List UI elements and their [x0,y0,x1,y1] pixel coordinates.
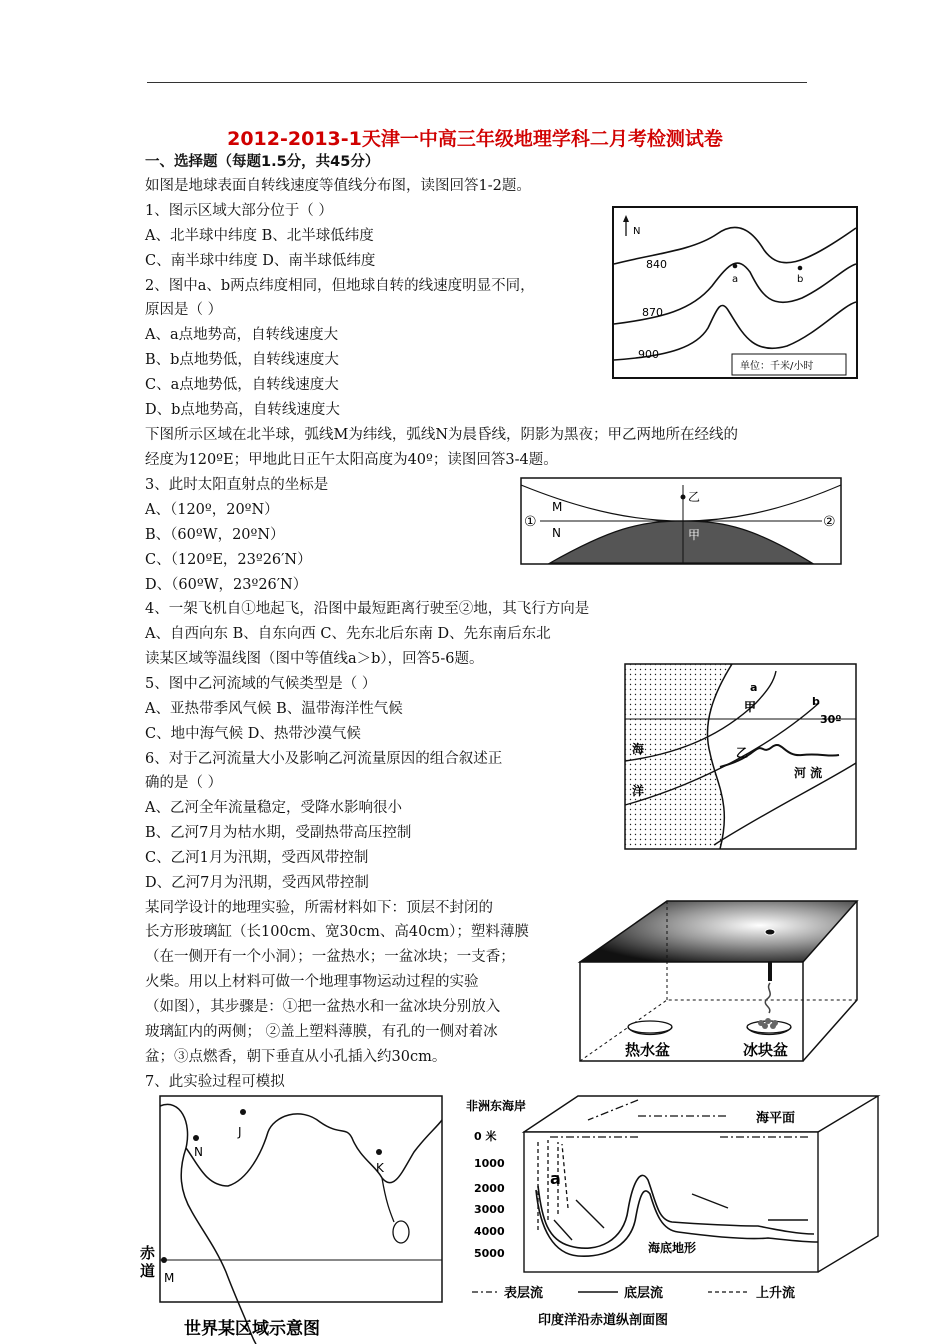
text-line: 确的是（ ） [145,775,223,791]
text-line: C、a点地势低，自转线速度大 [145,377,339,393]
depth-label: 0 米 [474,1130,497,1143]
seafloor-label: 海底地形 [648,1241,697,1255]
depth-label: 1000 [474,1157,505,1170]
section-caption: 印度洋沿赤道纵剖面图 [538,1313,669,1328]
hole-icon [765,929,775,935]
isoline-label: 870 [642,306,663,319]
m-label: M [164,1271,175,1285]
point-m [161,1257,167,1263]
text-line: A、自西向东 B、自东向西 C、先东北后东南 D、先东南后东北 [145,626,551,642]
text-line: A、乙河全年流量稳定，受降水影响很小 [145,800,402,816]
text-line: C、（120ºE，23º26′N） [145,552,312,568]
point-n [193,1135,199,1141]
jia-label: 甲 [744,700,757,714]
text-line: 长方形玻璃缸（长100cm、宽30cm、高40cm）；塑料薄膜 [145,924,529,940]
isotherm-a-label: a [750,681,758,694]
depth-label: 3000 [474,1203,505,1216]
depth-label: 5000 [474,1247,505,1260]
text-line: B、（60ºW，20ºN） [145,527,285,543]
point-1-label: ① [524,514,537,530]
point-a-label: a [550,1169,561,1188]
text-line: 原因是（ ） [145,302,223,318]
text-line: B、b点地势低，自转线速度大 [145,352,339,368]
hot-water-basin-icon [628,1021,672,1033]
point-a [733,264,738,269]
text-line: 某同学设计的地理实验，所需材料如下：顶层不封闭的 [145,900,493,916]
text-line: B、乙河7月为枯水期，受副热带高压控制 [145,825,412,841]
text-line: 经度为120ºE；甲地此日正午太阳高度为40º；读图回答3-4题。 [145,452,558,468]
text-line: D、（60ºW，23º26′N） [145,577,308,593]
unit-label: 单位：千米/小时 [740,361,814,372]
isotherm-b-label: b [812,695,820,708]
terminator-figure [520,477,842,565]
k-label: K [376,1161,384,1175]
n-label: N [552,526,561,540]
point-k [376,1149,382,1155]
text-line: 5、图中乙河流域的气候类型是（ ） [145,676,377,692]
depth-label: 4000 [474,1225,505,1238]
page-title: 2012-2013-1天津一中高三年级地理学科二月考检测试卷 [227,128,723,150]
n-label: N [194,1145,203,1159]
point-b-label: b [797,274,804,285]
sea-level-label: 海平面 [756,1111,796,1126]
text-line: 1、图示区域大部分位于（ ） [145,203,333,219]
text-line: C、地中海气候 D、热带沙漠气候 [145,726,361,742]
text-line: A、北半球中纬度 B、北半球低纬度 [145,228,374,244]
text-line: A、a点地势高，自转线速度大 [145,327,339,343]
text-line: 4、一架飞机自①地起飞，沿图中最短距离行驶至②地，其飞行方向是 [145,601,590,617]
isotherm-map-figure [624,663,857,850]
text-line: C、南半球中纬度 D、南半球低纬度 [145,253,376,269]
text-line: 如图是地球表面自转线速度等值线分布图，读图回答1-2题。 [145,178,531,194]
text-line: D、b点地势高，自转线速度大 [145,402,340,418]
coast-label: 非洲东海岸 [466,1099,527,1113]
ocean-label: 洋 [632,784,645,798]
depth-label: 2000 [474,1182,505,1195]
text-line: 7、此实验过程可模拟 [145,1074,285,1090]
header-rule [147,82,807,83]
text-line: A、亚热带季风气候 B、温带海洋性气候 [145,701,403,717]
point-2-label: ② [823,514,836,530]
text-line: 下图所示区域在北半球，弧线M为纬线，弧线N为晨昏线，阴影为黑夜；甲乙两地所在经线的 [145,427,739,443]
yi-label: 乙 [688,490,701,504]
text-line: 读某区域等温线图（图中等值线a＞b），回答5-6题。 [145,651,484,667]
point-a-label: a [732,274,739,285]
yi-label: 乙 [736,746,749,760]
text-line: D、乙河7月为汛期，受西风带控制 [145,875,369,891]
river-label: 河 流 [794,766,823,780]
text-line: 火柴。用以上材料可做一个地理事物运动过程的实验 [145,974,479,990]
equator-label: 道 [140,1262,156,1280]
legend-upwelling: 上升流 [756,1286,796,1301]
equator-label: 赤 [140,1244,156,1262]
text-line: A、（120º，20ºN） [145,502,279,518]
section-heading: 一、选择题（每题1.5分，共45分） [145,154,380,170]
ocean-section-figure [458,1090,890,1340]
north-label: N [633,226,641,237]
text-line: 3、此时太阳直射点的坐标是 [145,477,329,493]
map-caption: 世界某区域示意图 [184,1319,320,1339]
rotation-speed-isoline-figure [612,206,858,379]
text-line: （在一侧开有一个小洞）；一盆热水；一盆冰块；一支香； [145,949,515,965]
text-line: C、乙河1月为汛期，受西风带控制 [145,850,369,866]
text-line: 玻璃缸内的两侧； ②盖上塑料薄膜，有孔的一侧对着冰 [145,1024,498,1040]
text-line: 6、对于乙河流量大小及影响乙河流量原因的组合叙述正 [145,751,503,767]
experiment-tank-figure [577,899,859,1064]
text-line: （如图），其步骤是：①把一盆热水和一盆冰块分别放入 [145,999,501,1015]
ice-basin-label: 冰块盆 [743,1041,789,1059]
text-line: 2、图中a、b两点纬度相同，但地球自转的线速度明显不同， [145,278,535,294]
m-label: M [552,500,563,514]
point-yi [681,495,686,500]
ocean-label: 海 [632,742,645,756]
point-b [798,266,803,271]
isoline-label: 840 [646,258,667,271]
isoline-label: 900 [638,348,659,361]
plastic-film-top [580,901,857,962]
hot-basin-label: 热水盆 [625,1041,671,1059]
legend-surface-flow: 表层流 [504,1286,544,1301]
island [393,1221,409,1243]
world-region-map-figure [140,1092,444,1344]
sea-surface [524,1096,878,1132]
point-j [240,1109,246,1115]
latitude-label: 30º [820,713,842,726]
legend-bottom-flow: 底层流 [624,1286,664,1301]
j-label: J [238,1125,242,1139]
jia-label: 甲 [688,528,701,542]
text-line: 盆；③点燃香，朝下垂直从小孔插入约30cm。 [145,1049,447,1065]
